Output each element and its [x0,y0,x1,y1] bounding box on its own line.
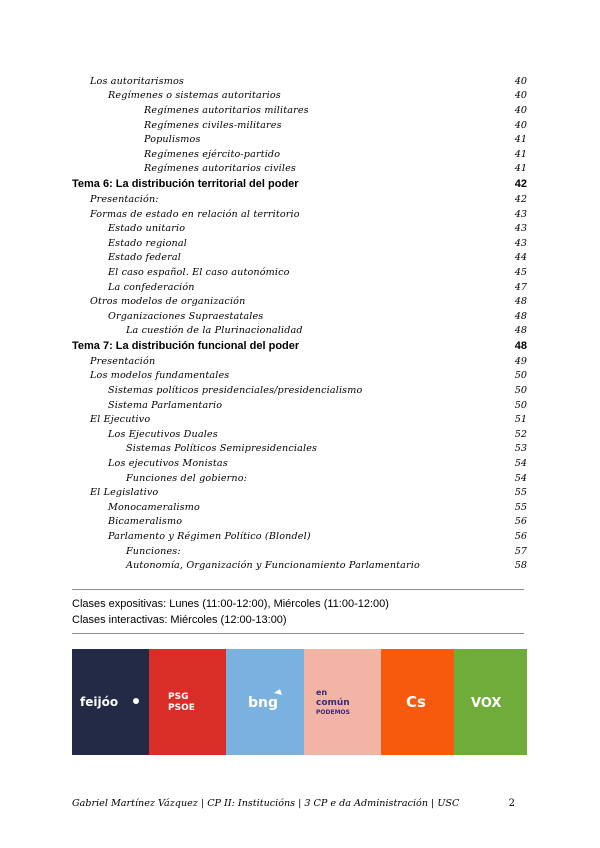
toc-entry-page: 54 [514,458,527,470]
toc-entry-title: La confederación [108,281,195,293]
svg-text:PSOE: PSOE [167,703,195,713]
toc-entry-title: Autonomía, Organización y Funcionamiento Parlamentario [126,560,420,572]
toc-entry[interactable] [72,412,527,427]
toc-entry-page: 53 [514,443,527,455]
toc-entry[interactable] [72,529,527,544]
toc-entry-page: 40 [514,90,527,102]
divider-top [72,589,524,590]
svg-text:común: común [315,698,350,708]
toc-entry-title: Sistemas Políticos Semipresidenciales [126,443,318,455]
toc-entry-page: 48 [514,310,527,322]
toc-entry-title: Regímenes autoritarios militares [144,104,309,116]
toc-entry[interactable] [72,383,527,398]
table-of-contents [72,74,527,573]
toc-entry[interactable] [72,485,527,500]
svg-text:feijóo: feijóo [79,695,118,709]
toc-entry[interactable] [72,442,527,457]
cs-logo-mark [398,687,438,717]
toc-entry-page: 57 [514,545,527,557]
toc-entry[interactable] [72,265,527,280]
toc-entry-page: 48 [514,340,527,353]
toc-entry-page: 56 [514,516,527,528]
toc-entry-page: 51 [514,414,527,426]
toc-entry-page: 48 [514,296,527,308]
toc-entry[interactable] [72,456,527,471]
toc-entry-title: Regímenes autoritarios civiles [144,163,296,175]
toc-entry-page: 42 [514,193,527,205]
toc-entry[interactable] [72,309,527,324]
page-number: 2 [508,798,515,809]
toc-entry[interactable] [72,236,527,251]
toc-entry-title: Organizaciones Supraestatales [108,310,264,322]
toc-entry[interactable] [72,398,527,413]
toc-entry[interactable] [72,147,527,162]
svg-text:PODEMOS: PODEMOS [315,709,350,716]
toc-entry-title: Funciones del gobierno: [126,472,248,484]
toc-entry-page: 50 [514,399,527,411]
toc-entry-page: 50 [514,370,527,382]
svg-text:bng: bng [248,695,279,711]
toc-entry-title: Formas de estado en relación al territorio [90,208,300,220]
toc-entry[interactable] [72,118,527,133]
toc-entry-page: 40 [514,119,527,131]
logo-cs [381,649,454,755]
toc-entry-title: Parlamento y Régimen Político (Blondel) [108,531,311,543]
toc-entry-page: 56 [514,531,527,543]
feijoo-logo-mark [76,692,146,712]
party-logos-strip [72,649,527,755]
toc-entry-page: 40 [514,104,527,116]
toc-entry-page: 52 [514,428,527,440]
toc-entry[interactable] [72,162,527,177]
toc-entry-title: Estado regional [108,237,187,249]
toc-entry[interactable] [72,192,527,207]
toc-entry-title: Bicameralismo [108,516,183,528]
toc-entry[interactable] [72,89,527,104]
toc-entry[interactable] [72,324,527,339]
toc-entry-page: 58 [514,560,527,572]
toc-entry-title: Presentación [90,355,156,367]
logo-bng [226,649,304,755]
toc-entry-title: El caso español. El caso autonómico [108,266,290,278]
en-comun-podemos-logo-mark [310,685,376,719]
vox-logo-mark [466,692,516,712]
toc-entry-title: Los modelos fundamentales [90,370,230,382]
toc-entry-title: Tema 7: La distribución funcional del poder [72,340,300,353]
toc-entry[interactable] [72,221,527,236]
toc-entry-page: 44 [514,252,527,264]
toc-entry[interactable] [72,354,527,369]
divider-bottom [72,633,524,634]
toc-entry-page: 50 [514,385,527,397]
toc-entry[interactable] [72,280,527,295]
toc-entry[interactable] [72,471,527,486]
toc-entry[interactable] [72,132,527,147]
toc-entry-title: Otros modelos de organización [90,296,246,308]
toc-entry-page: 41 [514,134,527,146]
toc-entry-title: Sistemas políticos presidenciales/presidencialismo [108,385,363,397]
toc-entry-title: Los Ejecutivos Duales [108,428,218,440]
toc-entry-page: 55 [514,501,527,513]
toc-entry-title: El Legislativo [90,487,159,499]
toc-entry-title: Funciones: [126,545,181,557]
toc-entry-page: 49 [514,355,527,367]
toc-entry[interactable] [72,500,527,515]
toc-entry-title: Estado unitario [108,223,186,235]
toc-entry[interactable] [72,294,527,309]
toc-entry-title: Monocameralismo [108,501,200,513]
toc-entry-title: Presentación: [90,193,159,205]
toc-entry-page: 43 [514,237,527,249]
toc-entry[interactable] [72,515,527,530]
toc-entry-title: Sistema Parlamentario [108,399,223,411]
toc-entry-title: Regímenes civiles-militares [144,119,282,131]
toc-entry[interactable] [72,74,527,89]
page-footer [72,798,527,809]
svg-text:PSG: PSG [167,692,188,702]
toc-entry-title: Populismos [144,134,201,146]
logo-en-comun-podemos [304,649,381,755]
toc-entry-title: La cuestión de la Plurinacionalidad [126,325,303,337]
bng-logo-mark [240,687,290,717]
svg-text:Cs: Cs [405,693,426,711]
toc-entry-page: 47 [514,281,527,293]
toc-entry[interactable] [72,544,527,559]
toc-heading[interactable] [72,176,527,192]
svg-text:en: en [315,688,327,697]
toc-entry-title: Regímenes ejército-partido [144,148,281,160]
toc-entry-page: 43 [514,223,527,235]
toc-entry[interactable] [72,251,527,266]
toc-entry-page: 43 [514,208,527,220]
toc-entry-page: 55 [514,487,527,499]
logo-psdeg-psoe [149,649,226,755]
psoe-logo-mark [158,687,218,717]
svg-text:VOX: VOX [470,696,501,711]
toc-entry-title: Tema 6: La distribución territorial del poder [72,178,299,191]
toc-heading[interactable] [72,338,527,354]
logo-vox [454,649,527,755]
toc-entry-page: 40 [514,75,527,87]
toc-entry-page: 42 [514,178,527,191]
toc-entry[interactable] [72,427,527,442]
toc-entry-title: Los ejecutivos Monistas [108,458,228,470]
logo-feijoo [72,649,149,755]
toc-entry-title: Regímenes o sistemas autoritarios [108,90,281,102]
toc-entry-page: 48 [514,325,527,337]
class-schedule [72,596,389,628]
toc-entry-page: 45 [514,266,527,278]
toc-entry-title: Los autoritarismos [90,75,184,87]
toc-entry-page: 54 [514,472,527,484]
toc-entry[interactable] [72,207,527,222]
toc-entry-title: Estado federal [108,252,181,264]
schedule-lectures: Clases expositivas: Lunes (11:00-12:00), Miércoles (11:00-12:00) [72,598,389,610]
footer-text: Gabriel Martínez Vázquez | CP II: Institucións | 3 CP e da Administración | USC [72,798,460,809]
toc-entry-page: 41 [514,163,527,175]
schedule-interactive: Clases interactivas: Miércoles (12:00-13:00) [72,614,287,626]
toc-entry-page: 41 [514,148,527,160]
toc-entry[interactable] [72,558,527,573]
toc-entry[interactable] [72,369,527,384]
toc-entry-title: El Ejecutivo [90,414,151,426]
toc-entry[interactable] [72,103,527,118]
